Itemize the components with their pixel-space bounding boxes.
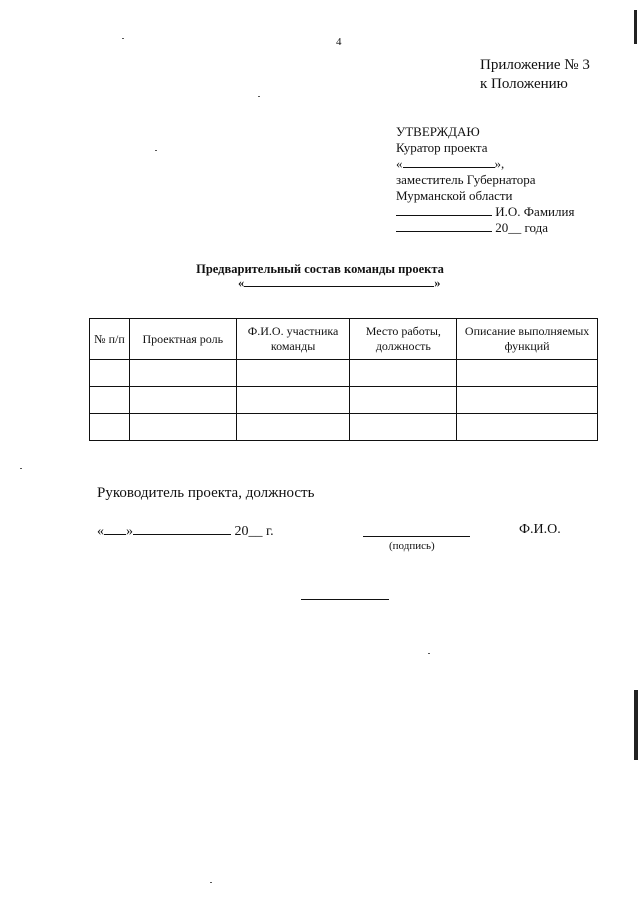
table-cell xyxy=(236,414,350,441)
table-cell xyxy=(457,414,598,441)
table-row xyxy=(90,387,598,414)
date-blank xyxy=(396,221,492,232)
page-number: 4 xyxy=(336,36,342,48)
quote-close: », xyxy=(494,156,505,171)
table-cell xyxy=(129,414,236,441)
scan-speck xyxy=(258,96,260,97)
table-cell xyxy=(236,387,350,414)
approval-position-1: заместитель Губернатора xyxy=(396,172,536,187)
col-header-role: Проектная роль xyxy=(129,319,236,360)
col-header-functions: Описание выполняемых функций xyxy=(457,319,598,360)
approval-quote-line xyxy=(396,156,574,172)
scan-speck xyxy=(20,468,22,469)
table-cell xyxy=(236,360,350,387)
curator-name-blank xyxy=(403,157,495,168)
document-end-rule xyxy=(301,599,389,600)
table-cell xyxy=(457,387,598,414)
project-quote-open: « xyxy=(238,276,245,290)
scan-speck xyxy=(122,38,124,39)
team-table xyxy=(89,318,598,441)
signature-blank xyxy=(396,205,492,216)
document-title: Предварительный состав команды проекта xyxy=(196,262,444,276)
approval-heading: УТВЕРЖДАЮ xyxy=(396,124,480,139)
table-cell xyxy=(129,360,236,387)
date-quote-open: « xyxy=(97,524,104,539)
month-blank xyxy=(133,522,231,535)
col-header-workplace: Место работы, должность xyxy=(350,319,457,360)
approval-name-line xyxy=(396,204,574,220)
appendix-reference xyxy=(480,56,590,94)
project-name-blank xyxy=(244,276,434,287)
signature-line xyxy=(363,536,470,537)
approval-year: 20__ года xyxy=(495,220,549,235)
approval-position-2: Мурманской области xyxy=(396,188,513,203)
table-cell xyxy=(350,414,457,441)
project-name-line xyxy=(238,276,441,291)
table-cell xyxy=(350,360,457,387)
signature-date xyxy=(97,522,274,540)
col-header-number: № п/п xyxy=(90,319,130,360)
approval-role: Куратор проекта xyxy=(396,140,488,155)
table-row xyxy=(90,360,598,387)
appendix-line-1: Приложение № 3 xyxy=(480,57,590,73)
appendix-line-2: к Положению xyxy=(480,76,568,92)
project-leader-label: Руководитель проекта, должность xyxy=(97,485,315,501)
table-cell xyxy=(90,360,130,387)
signature-caption: (подпись) xyxy=(389,540,435,552)
quote-open: « xyxy=(396,156,403,171)
signature-year: 20__ г. xyxy=(234,524,274,539)
table-cell xyxy=(457,360,598,387)
table-cell xyxy=(90,414,130,441)
table-cell xyxy=(350,387,457,414)
approval-name: И.О. Фамилия xyxy=(495,204,575,219)
scan-edge-mark xyxy=(634,10,637,44)
scan-speck xyxy=(210,882,212,883)
signature-fio: Ф.И.О. xyxy=(519,522,561,537)
scan-speck xyxy=(155,150,157,151)
table-cell xyxy=(129,387,236,414)
table-header-row xyxy=(90,319,598,360)
table-row xyxy=(90,414,598,441)
approval-block xyxy=(396,124,574,236)
table-cell xyxy=(90,387,130,414)
approval-date-line xyxy=(396,220,574,236)
scan-edge-mark xyxy=(634,690,638,760)
project-quote-close: » xyxy=(434,276,441,290)
date-quote-close: » xyxy=(126,524,133,539)
scan-speck xyxy=(428,653,430,654)
day-blank xyxy=(104,522,126,535)
col-header-member-name: Ф.И.О. участника команды xyxy=(236,319,350,360)
